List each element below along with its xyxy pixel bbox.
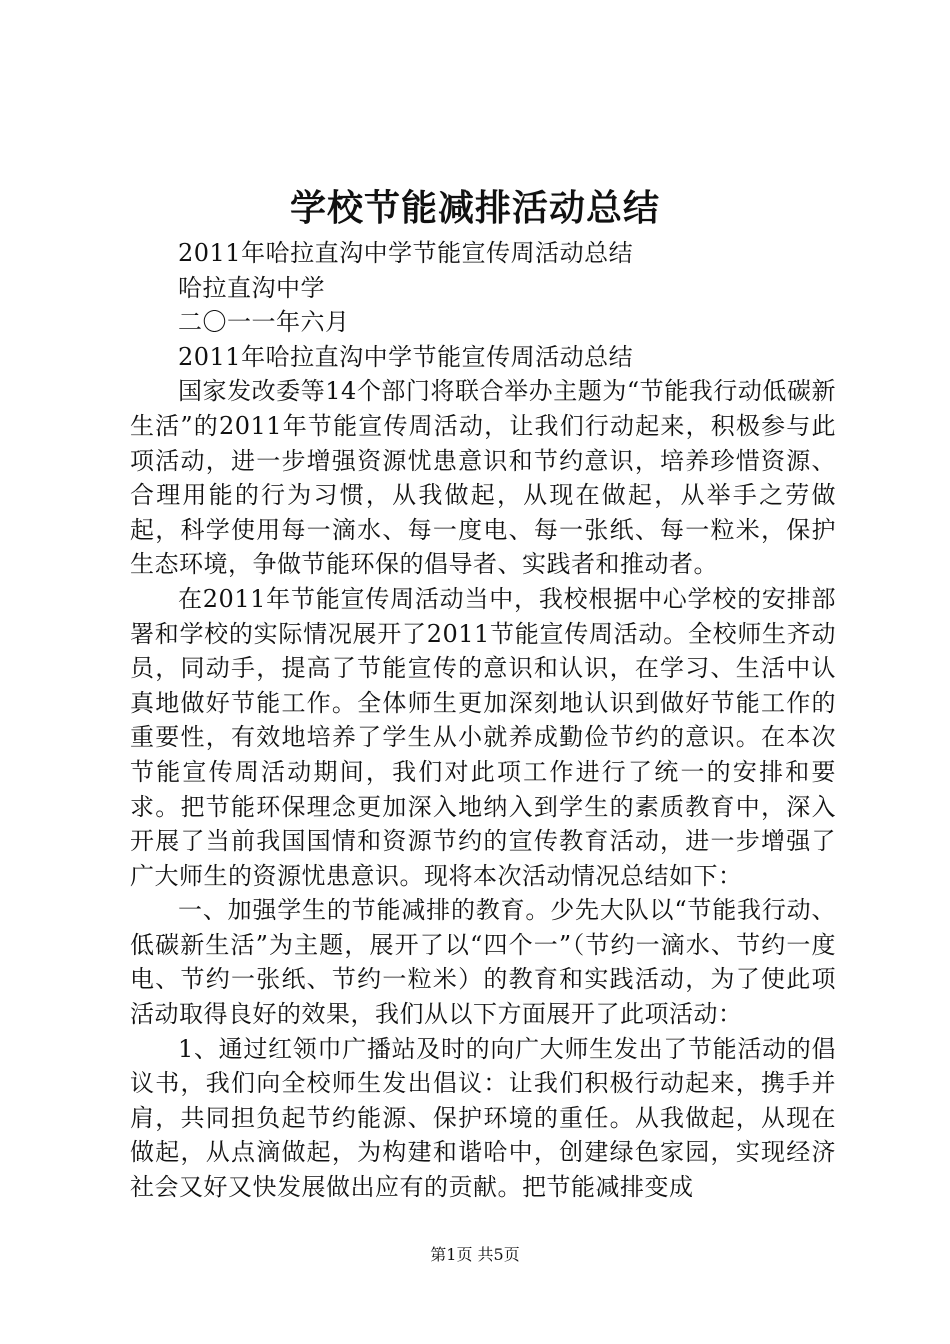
paragraph-overview: 在2011年节能宣传周活动当中，我校根据中心学校的安排部署和学校的实际情况展开了2011节能宣传周活动。全校师生齐动员，同动手，提高了节能宣传的意识和认识，在学习、生活中认真地做好节能工作。全体师生更加深刻地认识到做好节能工作的重要性，有效地培养了学生从小就养成勤俭节约的意识。在本次节能宣传周活动期间，我们对此项工作进行了统一的安排和要求。把节能环保理念更加深入地纳入到学生的素质教育中，深入开展了当前我国国情和资源节约的宣传教育活动，进一步增强了广大师生的资源忧患意识。现将本次活动情况总结如下： [130, 584, 836, 890]
paragraph-item-1: 1、通过红领巾广播站及时的向广大师生发出了节能活动的倡议书，我们向全校师生发出倡议：让我们积极行动起来，携手并肩，共同担负起节约能源、保护环境的重任。从我做起，从现在做起，从点滴做起，为构建和谐哈中，创建绿色家园，实现经济社会又好又快发展做出应有的贡献。把节能减排变成 [130, 1034, 836, 1202]
paragraph-intro: 国家发改委等14个部门将联合举办主题为“节能我行动低碳新生活”的2011年节能宣传周活动，让我们行动起来，积极参与此项活动，进一步增强资源忧患意识和节约意识，培养珍惜资源、合理用能的行为习惯，从我做起，从现在做起，从举手之劳做起，科学使用每一滴水、每一度电、每一张纸、每一粒米，保护生态环境，争做节能环保的倡导者、实践者和推动者。 [130, 377, 836, 579]
page-footer: 第1页 共5页 [430, 1245, 520, 1264]
document-body [130, 236, 836, 1205]
paragraph-section-1: 一、加强学生的节能减排的教育。少先大队以“节能我行动、低碳新生活”为主题，展开了以“四个一”（节约一滴水、节约一度电、节约一张纸、节约一粒米）的教育和实践活动，为了使此项活动取得良好的效果，我们从以下方面展开了此项活动： [130, 896, 836, 1029]
document-title: 学校节能减排活动总结 [289, 187, 660, 229]
paragraph-date: 二〇一一年六月 [178, 308, 350, 337]
paragraph-heading-2: 2011年哈拉直沟中学节能宣传周活动总结 [178, 342, 634, 371]
paragraph-school-name: 哈拉直沟中学 [178, 273, 325, 302]
paragraph-heading-1: 2011年哈拉直沟中学节能宣传周活动总结 [178, 239, 634, 267]
